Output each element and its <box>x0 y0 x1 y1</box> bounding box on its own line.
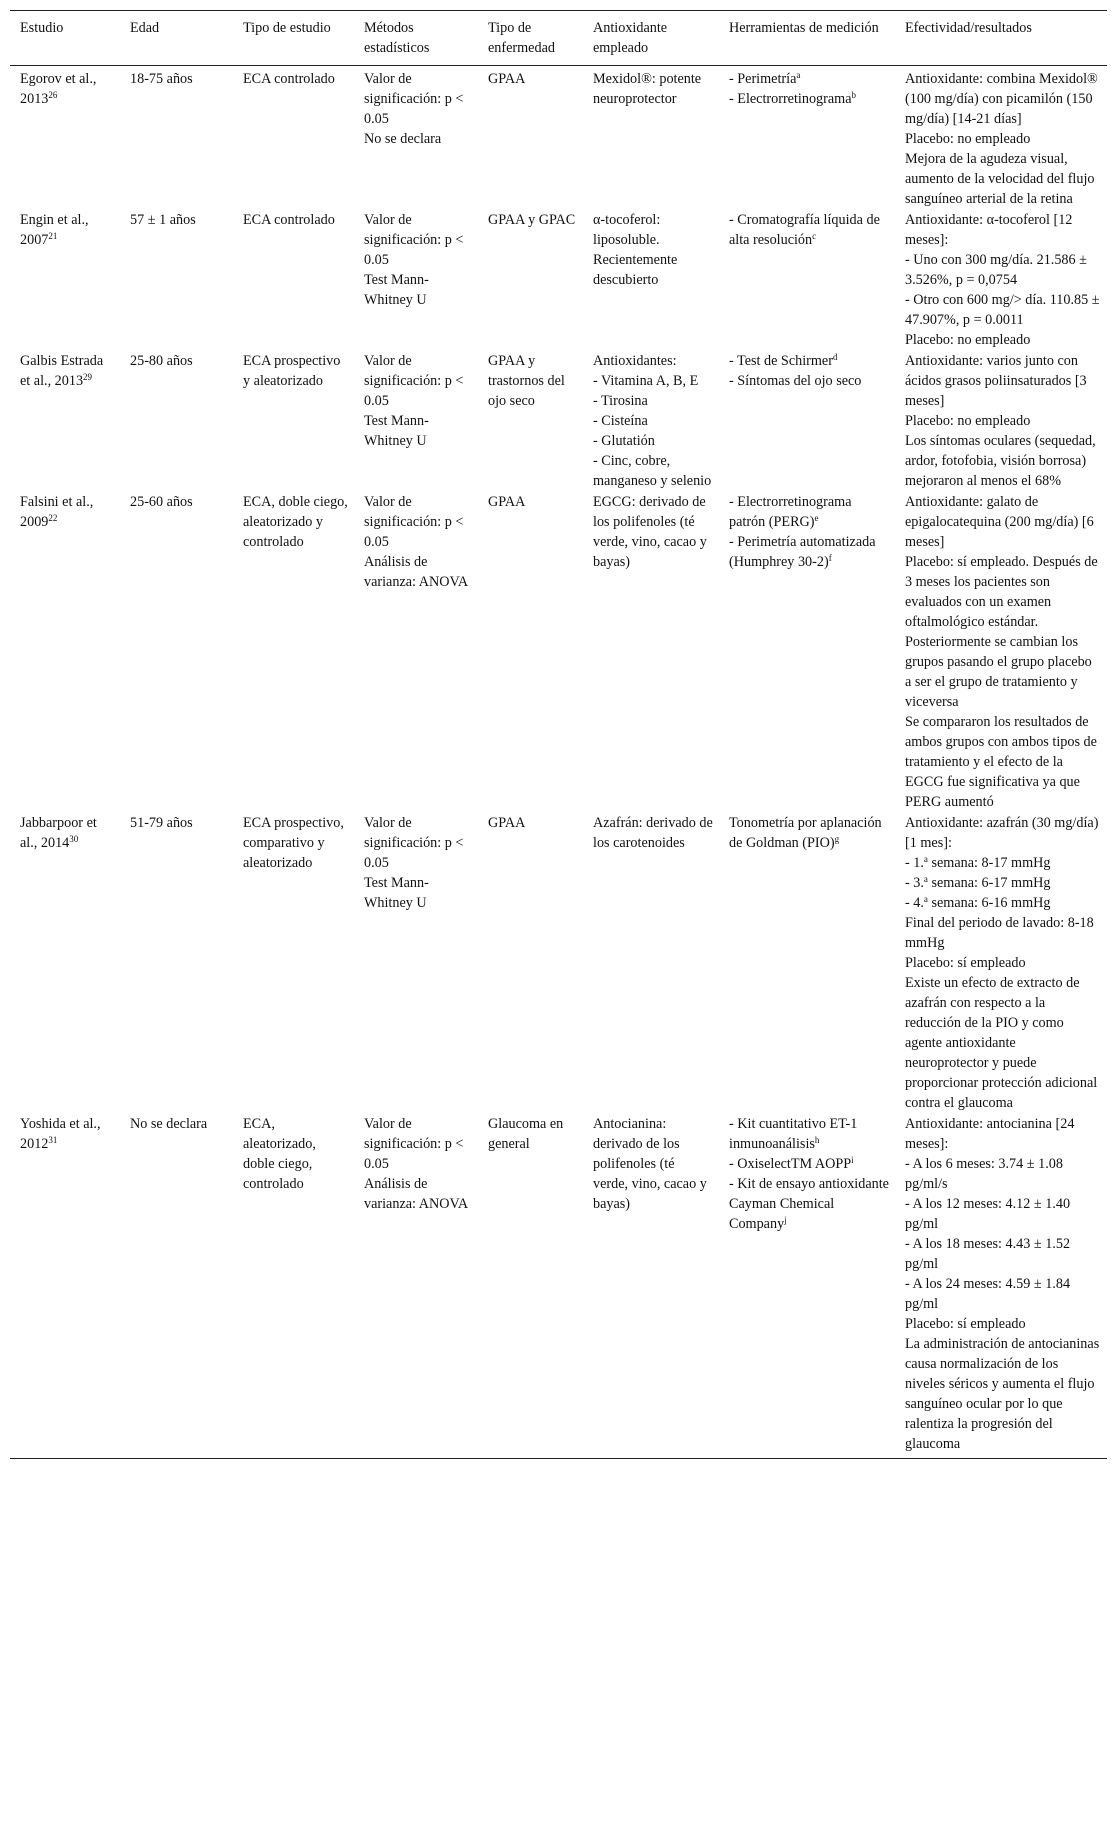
cell-line: Valor de significación: p < 0.05 <box>364 212 464 268</box>
col-header-herramientas: Herramientas de medición <box>719 11 895 66</box>
cell-metodos <box>354 812 478 1113</box>
cell-enfermedad <box>478 491 583 812</box>
cell-line: Antioxidante: azafrán (30 mg/día) [1 mes]: <box>905 815 1099 851</box>
cell-line: GPAA <box>488 71 526 87</box>
table-row <box>10 812 1107 1113</box>
cell-line: Mexidol®: potente neuroprotector <box>593 71 702 107</box>
cell-herramientas <box>719 350 895 491</box>
cell-tipo-estudio <box>233 812 354 1113</box>
cell-line: Placebo: sí empleado <box>905 955 1026 971</box>
cell-tipo-estudio <box>233 209 354 350</box>
table-row <box>10 1113 1107 1459</box>
table-body <box>10 66 1107 1459</box>
cell-line: - Cisteína <box>593 413 648 429</box>
cell-line: - A los 12 meses: 4.12 ± 1.40 pg/ml <box>905 1196 1071 1232</box>
cell-line: Test Mann-Whitney U <box>364 413 429 449</box>
cell-line: - Kit de ensayo antioxidante Cayman Chemical Company$^j$ <box>729 1176 889 1232</box>
cell-antioxidante <box>583 209 719 350</box>
cell-line: - A los 24 meses: 4.59 ± 1.84 pg/ml <box>905 1276 1071 1312</box>
footnote-marker: a <box>796 70 801 80</box>
cell-line: - OxiselectTM AOPP$^i$ <box>729 1155 854 1172</box>
cell-efectividad <box>895 491 1107 812</box>
cell-line: Existe un efecto de extracto de azafrán con respecto a la reducción de la PIO y como agente antioxidante neuroprotector y puede proporcionar protección adicional contra el glaucoma <box>905 975 1098 1111</box>
cell-line: Los síntomas oculares (sequedad, ardor, fotofobia, visión borrosa) mejoraron al menos el 68% <box>905 433 1096 489</box>
cell-line: Valor de significación: p < 0.05 <box>364 1116 464 1172</box>
cell-line: - Otro con 600 mg/> día. 110.85 ± 47.907%, p = 0.0011 <box>905 292 1100 328</box>
cell-line: Antioxidante: combina Mexidol® (100 mg/día) con picamilón (150 mg/día) [14-21 días] <box>905 71 1098 127</box>
cell-line: - 4.$^a$ semana: 6-16 mmHg <box>905 894 1051 911</box>
cell-line: - A los 6 meses: 3.74 ± 1.08 pg/ml/s <box>905 1156 1063 1192</box>
cell-herramientas <box>719 209 895 350</box>
cell-line: - Glutatión <box>593 433 655 449</box>
col-header-enfermedad: Tipo de enfermedad <box>478 11 583 66</box>
cell-estudio <box>10 812 120 1113</box>
cell-line: 51-79 años <box>130 815 193 831</box>
cell-line: Test Mann-Whitney U <box>364 875 429 911</box>
cell-line: - 1.$^a$ semana: 8-17 mmHg <box>905 854 1051 871</box>
footnote-marker: f <box>828 553 832 563</box>
cell-metodos <box>354 1113 478 1459</box>
table-row <box>10 350 1107 491</box>
cell-line: Placebo: sí empleado. Después de 3 meses los pacientes son evaluados con un examen oftalmológico estándar. Posteriormente se cambian los grupos pasando el grupo placebo a ser el grupo de tratamiento y viceversa <box>905 554 1098 710</box>
cell-line: - Síntomas del ojo seco <box>729 373 862 389</box>
cell-herramientas <box>719 66 895 210</box>
cell-metodos <box>354 209 478 350</box>
cell-efectividad <box>895 350 1107 491</box>
cell-line: GPAA y trastornos del ojo seco <box>488 353 565 409</box>
cell-line: ECA controlado <box>243 71 335 87</box>
cell-line: α-tocoferol: liposoluble. Recientemente descubierto <box>593 212 678 288</box>
cell-estudio <box>10 1113 120 1459</box>
cell-line: No se declara <box>130 1116 208 1132</box>
reference-number: 26 <box>48 90 58 100</box>
study-citation: Engin et al., 2007 <box>20 212 89 248</box>
cell-line: Glaucoma en general <box>488 1116 564 1152</box>
cell-line: - A los 18 meses: 4.43 ± 1.52 pg/ml <box>905 1236 1071 1272</box>
results-table <box>10 10 1107 1459</box>
cell-line: - Electrorretinograma patrón (PERG)$^e$ <box>729 494 852 530</box>
cell-antioxidante <box>583 491 719 812</box>
cell-line: GPAA <box>488 815 526 831</box>
reference-number: 30 <box>69 834 79 844</box>
cell-line: - Vitamina A, B, E <box>593 373 699 389</box>
cell-line: - Perimetría$^a$ <box>729 70 801 87</box>
cell-line: ECA prospectivo, comparativo y aleatorizado <box>243 815 344 871</box>
cell-line: ECA, doble ciego, aleatorizado y controlado <box>243 494 348 550</box>
cell-edad <box>120 66 233 210</box>
cell-line: Valor de significación: p < 0.05 <box>364 353 464 409</box>
cell-enfermedad <box>478 350 583 491</box>
table-row <box>10 66 1107 210</box>
cell-efectividad <box>895 1113 1107 1459</box>
cell-tipo-estudio <box>233 491 354 812</box>
cell-herramientas <box>719 812 895 1113</box>
col-header-antioxidante: Antioxidante empleado <box>583 11 719 66</box>
cell-line: No se declara <box>364 131 442 147</box>
reference-number: 22 <box>48 513 58 523</box>
table-row <box>10 491 1107 812</box>
cell-tipo-estudio <box>233 1113 354 1459</box>
cell-line: Análisis de varianza: ANOVA <box>364 554 469 590</box>
cell-line: Valor de significación: p < 0.05 <box>364 71 464 127</box>
footnote-marker: a <box>923 894 928 904</box>
cell-edad <box>120 350 233 491</box>
cell-enfermedad <box>478 1113 583 1459</box>
study-citation: Egorov et al., 2013 <box>20 71 97 107</box>
cell-line: - 3.$^a$ semana: 6-17 mmHg <box>905 874 1051 891</box>
study-citation: Galbis Estrada et al., 2013 <box>20 353 104 389</box>
study-citation: Falsini et al., 2009 <box>20 494 94 530</box>
cell-line: - Cromatografía líquida de alta resolución$^c$ <box>729 212 880 248</box>
cell-tipo-estudio <box>233 350 354 491</box>
cell-line: Mejora de la agudeza visual, aumento de la velocidad del flujo sanguíneo arterial de la retina <box>905 151 1095 207</box>
cell-line: Antioxidante: varios junto con ácidos grasos poliinsaturados [3 meses] <box>905 353 1087 409</box>
footnote-marker: e <box>814 513 819 523</box>
footnote-marker: i <box>851 1155 854 1165</box>
cell-line: ECA prospectivo y aleatorizado <box>243 353 341 389</box>
cell-line: La administración de antocianinas causa normalización de los niveles séricos y aumenta el flujo sanguíneo ocular por lo que ralentiza la progresión del glaucoma <box>905 1336 1100 1452</box>
cell-efectividad <box>895 66 1107 210</box>
cell-metodos <box>354 350 478 491</box>
reference-number: 31 <box>48 1135 58 1145</box>
cell-enfermedad <box>478 66 583 210</box>
cell-metodos <box>354 66 478 210</box>
cell-antioxidante <box>583 812 719 1113</box>
cell-line: Tonometría por aplanación de Goldman (PIO)$^g$ <box>729 815 882 851</box>
cell-line: 25-80 años <box>130 353 193 369</box>
cell-edad <box>120 209 233 350</box>
footnote-marker: d <box>832 352 838 362</box>
cell-antioxidante <box>583 350 719 491</box>
cell-edad <box>120 491 233 812</box>
cell-line: Placebo: no empleado <box>905 413 1031 429</box>
cell-line: Antioxidantes: <box>593 353 677 369</box>
cell-efectividad <box>895 812 1107 1113</box>
study-citation: Yoshida et al., 2012 <box>20 1116 101 1152</box>
cell-line: Valor de significación: p < 0.05 <box>364 815 464 871</box>
footnote-marker: j <box>784 1215 787 1225</box>
cell-line: 18-75 años <box>130 71 193 87</box>
cell-line: Placebo: no empleado <box>905 131 1031 147</box>
footnote-marker: g <box>834 834 840 844</box>
cell-line: - Kit cuantitativo ET-1 inmunoanálisis$^h$ <box>729 1116 858 1152</box>
cell-line: - Perimetría automatizada (Humphrey 30-2)$^f$ <box>729 534 876 570</box>
cell-line: Antioxidante: antocianina [24 meses]: <box>905 1116 1075 1152</box>
cell-enfermedad <box>478 209 583 350</box>
header-row <box>10 11 1107 66</box>
footnote-marker: a <box>923 854 928 864</box>
col-header-metodos: Métodos estadísticos <box>354 11 478 66</box>
cell-herramientas <box>719 491 895 812</box>
cell-antioxidante <box>583 1113 719 1459</box>
cell-line: Antioxidante: galato de epigalocatequina (200 mg/día) [6 meses] <box>905 494 1094 550</box>
cell-estudio <box>10 66 120 210</box>
reference-number: 29 <box>83 372 93 382</box>
table-row <box>10 209 1107 350</box>
cell-line: EGCG: derivado de los polifenoles (té verde, vino, cacao y bayas) <box>593 494 707 570</box>
cell-efectividad <box>895 209 1107 350</box>
cell-line: Antioxidante: α-tocoferol [12 meses]: <box>905 212 1073 248</box>
col-header-tipo-estudio: Tipo de estudio <box>233 11 354 66</box>
cell-line: GPAA y GPAC <box>488 212 576 228</box>
cell-line: Análisis de varianza: ANOVA <box>364 1176 469 1212</box>
cell-line: 57 ± 1 años <box>130 212 196 228</box>
cell-line: Antocianina: derivado de los polifenoles (té verde, vino, cacao y bayas) <box>593 1116 707 1212</box>
footnote-marker: b <box>851 90 856 100</box>
cell-line: - Uno con 300 mg/día. 21.586 ± 3.526%, p = 0,0754 <box>905 252 1087 288</box>
reference-number: 21 <box>48 231 58 241</box>
cell-estudio <box>10 209 120 350</box>
cell-line: - Electrorretinograma$^b$ <box>729 90 856 107</box>
cell-line: Test Mann-Whitney U <box>364 272 429 308</box>
cell-line: GPAA <box>488 494 526 510</box>
col-header-edad: Edad <box>120 11 233 66</box>
cell-line: ECA controlado <box>243 212 335 228</box>
cell-line: Final del periodo de lavado: 8-18 mmHg <box>905 915 1094 951</box>
cell-line: - Tirosina <box>593 393 648 409</box>
cell-edad <box>120 1113 233 1459</box>
cell-tipo-estudio <box>233 66 354 210</box>
cell-line: ECA, aleatorizado, doble ciego, controlado <box>243 1116 316 1192</box>
col-header-estudio: Estudio <box>10 11 120 66</box>
cell-herramientas <box>719 1113 895 1459</box>
cell-line: Placebo: sí empleado <box>905 1316 1026 1332</box>
cell-estudio <box>10 491 120 812</box>
cell-estudio <box>10 350 120 491</box>
col-header-efectividad: Efectividad/resultados <box>895 11 1107 66</box>
footnote-marker: a <box>923 874 928 884</box>
footnote-marker: h <box>814 1135 820 1145</box>
study-citation: Jabbarpoor et al., 2014 <box>20 815 97 851</box>
cell-line: Valor de significación: p < 0.05 <box>364 494 464 550</box>
cell-line: - Cinc, cobre, manganeso y selenio <box>593 453 712 489</box>
cell-metodos <box>354 491 478 812</box>
footnote-marker: c <box>812 231 817 241</box>
cell-antioxidante <box>583 66 719 210</box>
cell-line: Se compararon los resultados de ambos grupos con ambos tipos de tratamiento y el efecto de la EGCG fue significativa ya que PERG aumentó <box>905 714 1097 810</box>
cell-enfermedad <box>478 812 583 1113</box>
cell-line: Placebo: no empleado <box>905 332 1031 348</box>
cell-edad <box>120 812 233 1113</box>
cell-line: - Test de Schirmer$^d$ <box>729 352 838 369</box>
cell-line: Azafrán: derivado de los carotenoides <box>593 815 713 851</box>
cell-line: 25-60 años <box>130 494 193 510</box>
